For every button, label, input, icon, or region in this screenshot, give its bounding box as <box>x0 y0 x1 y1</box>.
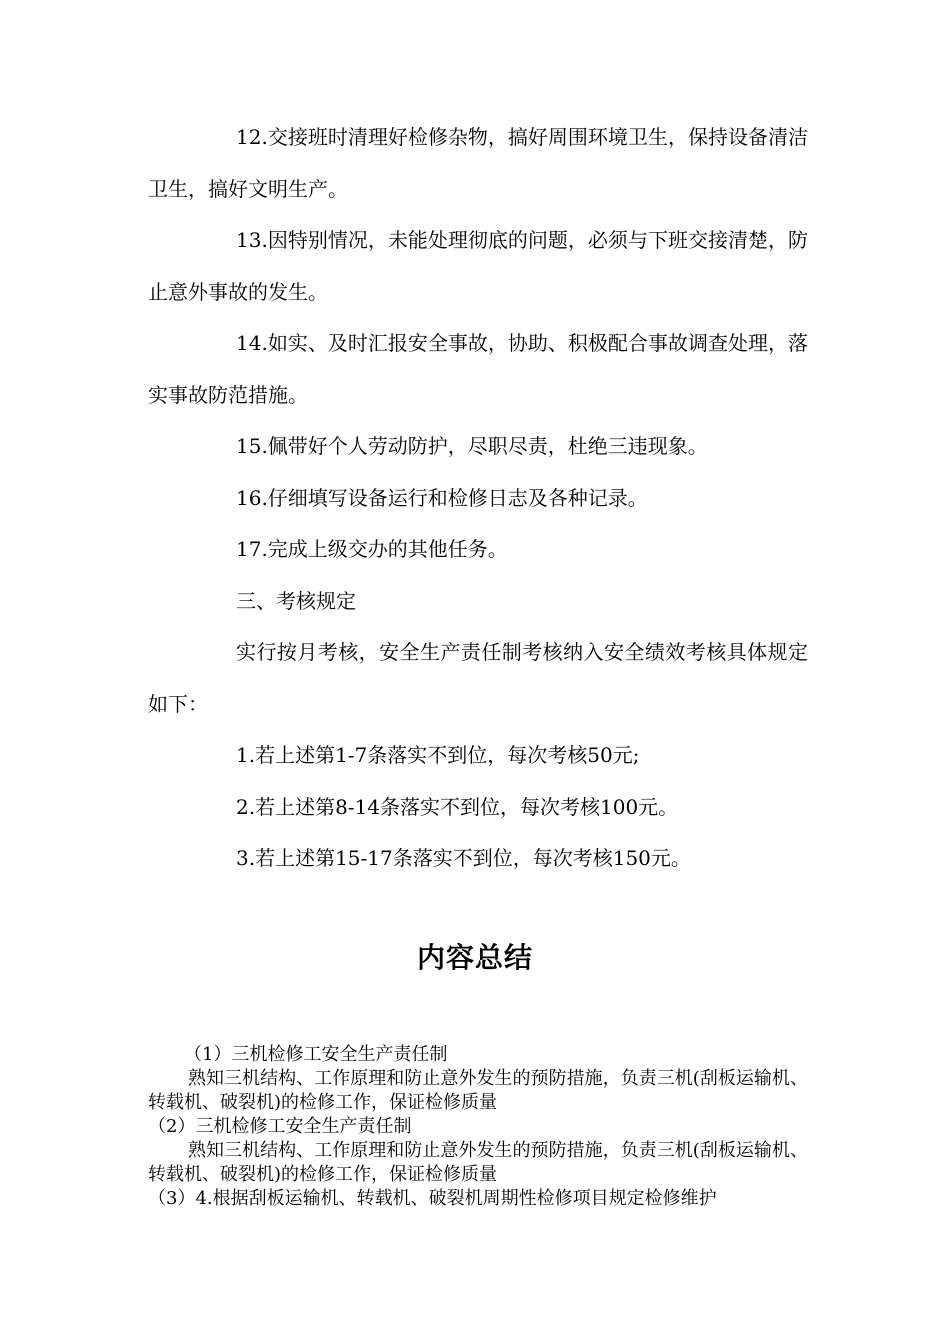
assessment-rule-1: 1.若上述第1-7条落实不到位，每次考核50元; <box>236 743 640 767</box>
item-12-paragraph: 12.交接班时清理好检修杂物，搞好周围环境卫生，保持设备清洁卫生，搞好文明生产。 <box>148 125 808 201</box>
summary-title: 内容总结 <box>416 941 533 974</box>
section-heading-assessment: 三、考核规定 <box>236 588 356 613</box>
document-body <box>148 112 808 885</box>
item-17-paragraph: 17.完成上级交办的其他任务。 <box>236 537 508 561</box>
item-16-paragraph: 16.仔细填写设备运行和检修日志及各种记录。 <box>236 485 648 510</box>
assessment-rule-3: 3.若上述第15-17条落实不到位，每次考核150元。 <box>236 846 691 870</box>
item-14-paragraph: 14.如实、及时汇报安全事故，协助、积极配合事故调查处理，落实事故防范措施。 <box>148 331 808 407</box>
assessment-intro-paragraph: 实行按月考核，安全生产责任制考核纳入安全绩效考核具体规定如下： <box>148 640 808 716</box>
assessment-rule-2: 2.若上述第8-14条落实不到位，每次考核100元。 <box>236 794 679 819</box>
item-15-paragraph: 15.佩带好个人劳动防护，尽职尽责，杜绝三违现象。 <box>236 434 708 458</box>
item-13-paragraph: 13.因特别情况，未能处理彻底的问题，必须与下班交接清楚，防止意外事故的发生。 <box>148 228 808 304</box>
summary-item-3-heading: （3）4.根据刮板运输机、转载机、破裂机周期性检修项目规定检修维护 <box>148 1188 717 1209</box>
summary-item-1-body: 熟知三机结构、工作原理和防止意外发生的预防措施，负责三机(刮板运输机、转载机、破裂机)的检修工作，保证检修质量 <box>148 1068 808 1113</box>
summary-section <box>148 1043 808 1211</box>
summary-item-1-heading: （1）三机检修工安全生产责任制 <box>184 1044 448 1065</box>
summary-item-2-body: 熟知三机结构、工作原理和防止意外发生的预防措施，负责三机(刮板运输机、转载机、破裂机)的检修工作，保证检修质量 <box>148 1140 808 1185</box>
summary-item-2-heading: （2）三机检修工安全生产责任制 <box>148 1116 412 1137</box>
